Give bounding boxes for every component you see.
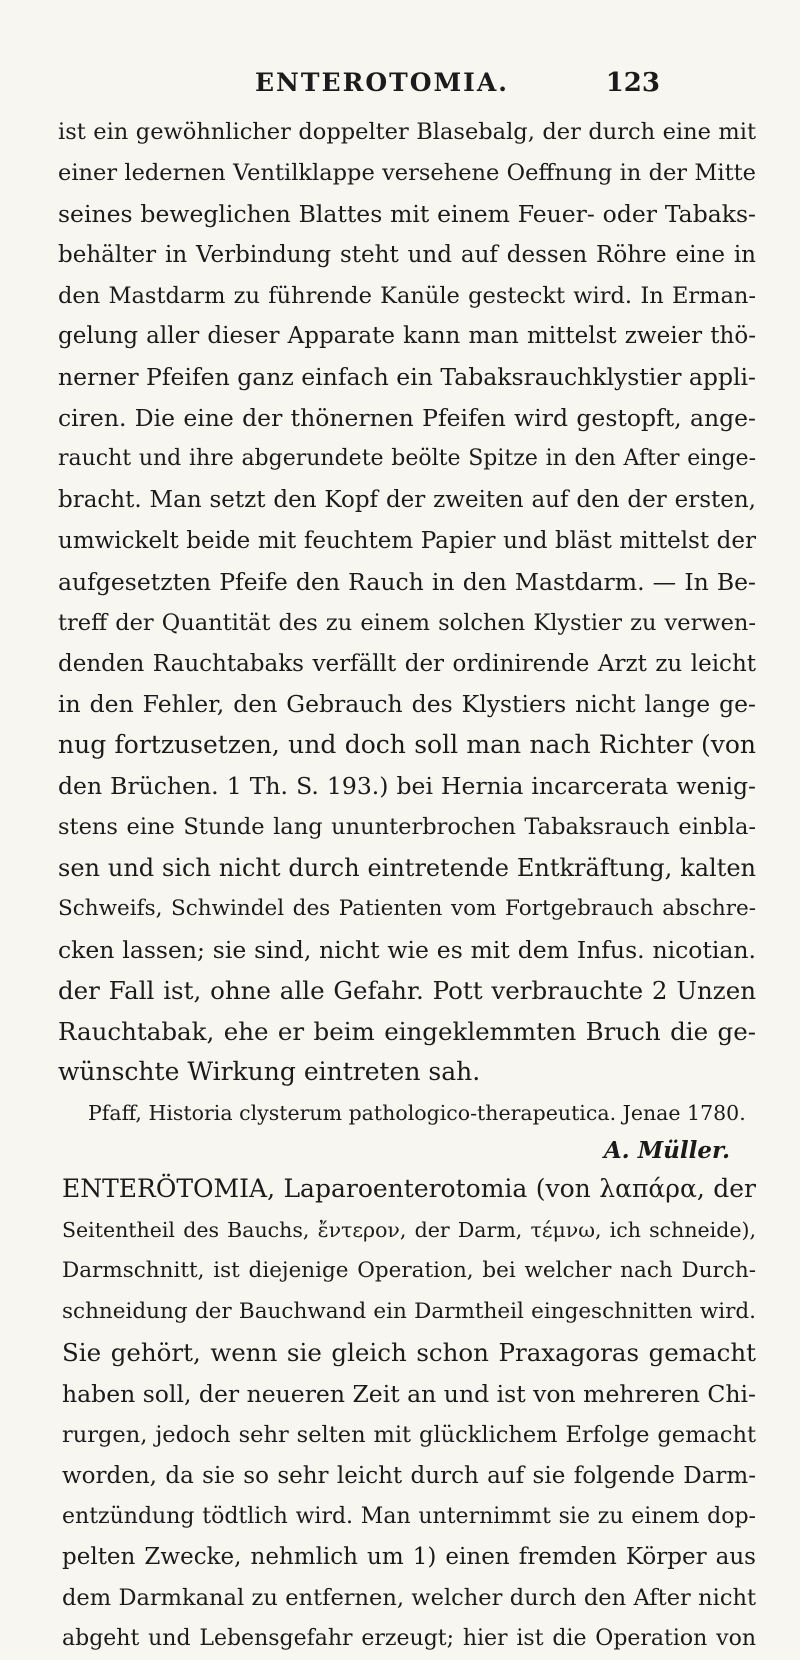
text-line: umwickelt beide mit feuchtem Papier und bläst mittelst der: [58, 527, 756, 554]
text-line: cken lassen; sie sind, nicht wie es mit dem Infus. nicotian.: [58, 935, 756, 964]
text-line: aufgesetzten Pfeife den Rauch in den Mastdarm. — In Be-: [58, 567, 756, 596]
text-line: den Brüchen. 1 Th. S. 193.) bei Hernia incarcerata wenig-: [58, 772, 756, 801]
text-line: treff der Quantität des zu einem solchen Klystier zu verwen-: [58, 609, 756, 636]
text-line: wünschte Wirkung eintreten sah.: [58, 1057, 481, 1087]
text-line: Sie gehört, wenn sie gleich schon Praxagoras gemacht: [62, 1337, 756, 1367]
text-line: pelten Zwecke, nehmlich um 1) einen fremden Körper aus: [62, 1544, 756, 1571]
running-title: ENTEROTOMIA.: [255, 68, 509, 97]
text-line: dem Darmkanal zu entfernen, welcher durch den After nicht: [62, 1585, 756, 1612]
text-line: den Mastdarm zu führende Kanüle gesteckt wird. In Erman-: [58, 282, 756, 309]
text-line: gelung aller dieser Apparate kann man mittelst zweier thö-: [58, 323, 756, 350]
literature-reference: Pfaff, Historia clysterum pathologico-therapeutica. Jenae 1780.: [88, 1101, 746, 1126]
entry-enterotomia: [58, 1169, 756, 1660]
text-line: in den Fehler, den Gebrauch des Klystiers nicht lange ge-: [58, 690, 756, 719]
text-line: ist ein gewöhnlicher doppelter Blasebalg, der durch eine mit: [58, 119, 756, 145]
text-line: ciren. Die eine der thönernen Pfeifen wird gestopft, ange-: [58, 404, 756, 433]
text-line: denden Rauchtabaks verfällt der ordinirende Arzt zu leicht: [58, 650, 756, 677]
paragraph-tabaksrauchklystier: [58, 112, 756, 1093]
text-line: seines beweglichen Blattes mit einem Feuer- oder Tabaks-: [58, 199, 756, 228]
text-line: sen und sich nicht durch eintretende Entkräftung, kalten: [58, 854, 756, 883]
text-line: der Fall ist, ohne alle Gefahr. Pott verbrauchte 2 Unzen: [58, 975, 756, 1005]
text-line: Darmschnitt, ist diejenige Operation, bei welcher nach Durch-: [62, 1258, 756, 1284]
text-line: nerner Pfeifen ganz einfach ein Tabaksrauchklystier appli-: [58, 363, 756, 392]
text-line: nug fortzusetzen, und doch soll man nach Richter (von: [58, 730, 756, 760]
text-line: Rauchtabak, ehe er beim eingeklemmten Bruch die ge-: [58, 1016, 756, 1046]
page-header: [0, 68, 800, 108]
text-line: Schweifs, Schwindel des Patienten vom Fortgebrauch abschre-: [58, 895, 756, 921]
text-line: entzündung tödtlich wird. Man unternimmt sie zu einem dop-: [62, 1503, 756, 1529]
text-line: rurgen, jedoch sehr selten mit glücklichem Erfolge gemacht: [62, 1421, 756, 1448]
author-signature: A. Müller.: [603, 1137, 730, 1165]
entry-headword-line: ENTERÖTOMIA, Laparoenterotomia (von λαπάρα, der: [62, 1174, 756, 1204]
text-line: raucht und ihre abgerundete beölte Spitze in den After einge-: [58, 446, 756, 472]
text-line: behälter in Verbindung steht und auf dessen Röhre eine in: [58, 241, 756, 268]
text-line: abgeht und Lebensgefahr erzeugt; hier ist die Operation von: [62, 1626, 756, 1652]
body-text: [58, 112, 756, 1660]
text-line: worden, da sie so sehr leicht durch auf sie folgende Darm-: [62, 1462, 756, 1489]
page-number: 123: [605, 68, 660, 98]
text-line: schneidung der Bauchwand ein Darmtheil eingeschnitten wird.: [62, 1299, 756, 1325]
text-line: bracht. Man setzt den Kopf der zweiten auf den der ersten,: [58, 487, 756, 514]
text-line: Seitentheil des Bauchs, ἔντερον, der Darm, τέμνω, ich schneide),: [62, 1218, 756, 1243]
text-line: haben soll, der neueren Zeit an und ist von mehreren Chi-: [62, 1379, 756, 1408]
text-line: stens eine Stunde lang ununterbrochen Tabaksrauch einbla-: [58, 814, 756, 841]
text-line: einer ledernen Ventilklappe versehene Oeffnung in der Mitte: [58, 159, 756, 186]
